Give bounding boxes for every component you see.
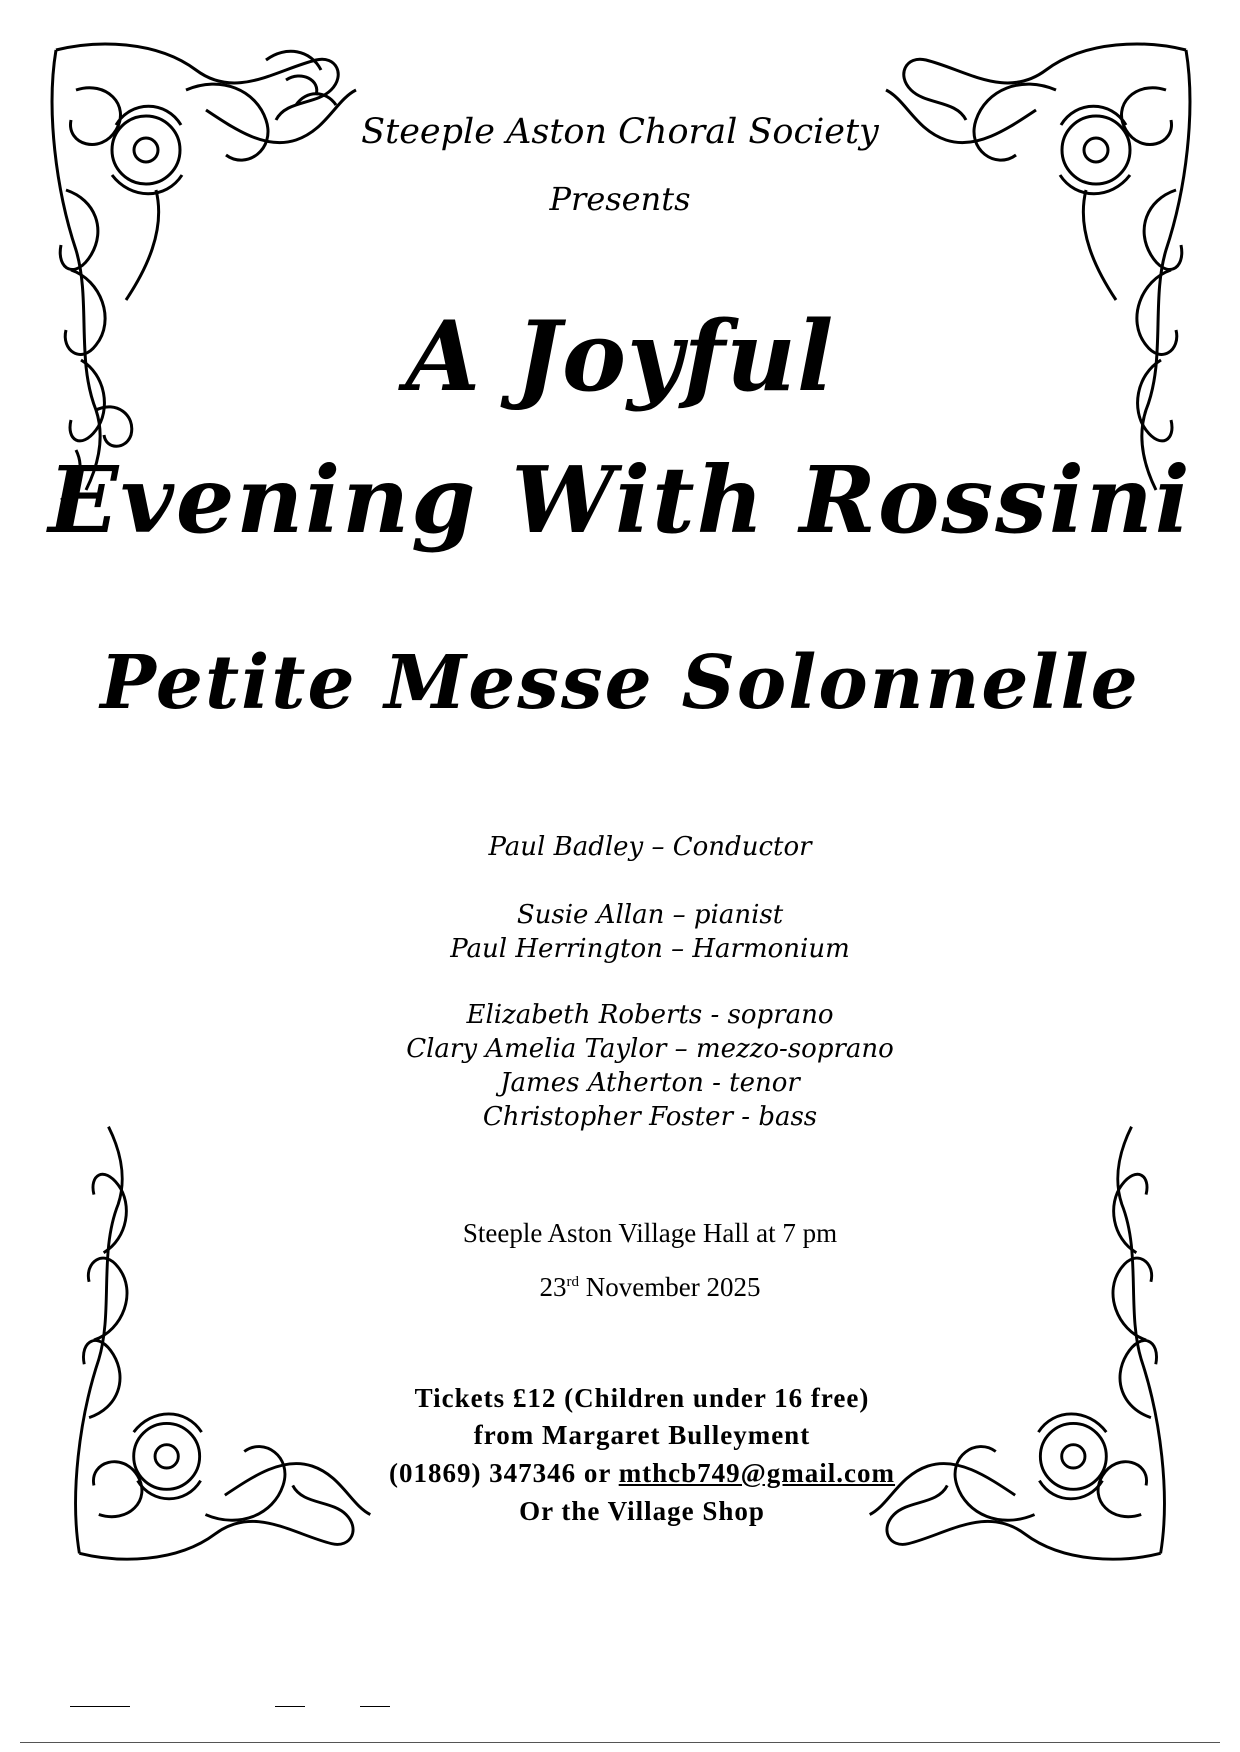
date-suffix: rd	[566, 1274, 580, 1290]
performer-soprano: Elizabeth Roberts - soprano	[466, 1000, 834, 1030]
presents-label: Presents	[549, 180, 691, 218]
performer-bass: Christopher Foster - bass	[482, 1102, 818, 1132]
performer-pianist: Susie Allan – pianist	[516, 900, 784, 930]
performer-conductor: Paul Badley – Conductor	[488, 832, 812, 862]
title-line-2: Evening With Rossini	[48, 446, 1192, 554]
event-venue: Steeple Aston Village Hall at 7 pm	[462, 1218, 838, 1248]
event-date	[30, 1272, 1240, 1303]
tickets-contact: from Margaret Bulleyment	[473, 1420, 811, 1450]
tickets-shop: Or the Village Shop	[519, 1496, 765, 1526]
tickets-email-link[interactable]: mthcb749@gmail.com	[618, 1458, 896, 1488]
floral-corner-top-left-icon	[36, 30, 366, 510]
performer-harmonium: Paul Herrington – Harmonium	[450, 934, 850, 964]
floral-corner-top-right-icon	[876, 30, 1206, 510]
title-line-1: A Joyful	[405, 300, 835, 413]
performer-tenor: James Atherton - tenor	[500, 1068, 800, 1098]
scan-artifact	[70, 1706, 130, 1707]
tickets-phone: (01869) 347346 or	[388, 1458, 619, 1488]
scan-artifact	[20, 1742, 1220, 1743]
title-line-3: Petite Messe Solonnelle	[100, 640, 1140, 726]
scan-artifact	[275, 1706, 305, 1707]
scan-artifact	[360, 1706, 390, 1707]
tickets-phone-email	[22, 1458, 1240, 1489]
society-name: Steeple Aston Choral Society	[361, 112, 879, 152]
performer-mezzo: Clary Amelia Taylor – mezzo-soprano	[406, 1034, 894, 1064]
tickets-price: Tickets £12 (Children under 16 free)	[414, 1383, 870, 1413]
date-rest: November 2025	[579, 1272, 761, 1302]
date-day: 23	[539, 1272, 567, 1302]
